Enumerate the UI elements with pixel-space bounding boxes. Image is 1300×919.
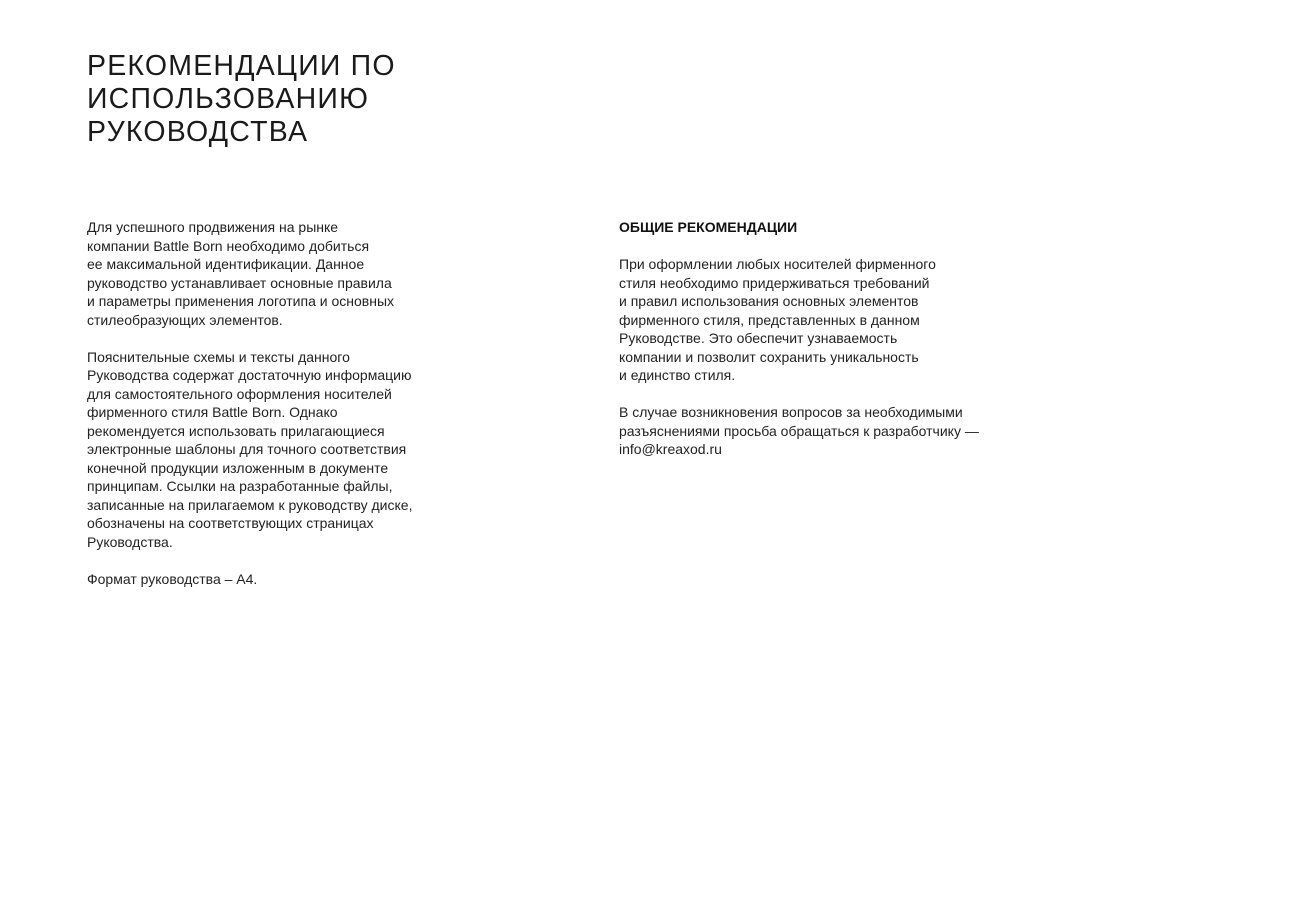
text-line: и единство стиля. [619, 367, 736, 383]
text-line: и правил использования основных элементов [619, 293, 919, 309]
section-heading: ОБЩИЕ РЕКОМЕНДАЦИИ [619, 219, 798, 235]
text-line: для самостоятельного оформления носителей [87, 385, 392, 402]
text-line: обозначены на соответствующих страницах [87, 515, 374, 531]
title-line-3: РУКОВОДСТВА [87, 116, 309, 148]
text-line: Руководства содержат достаточную информацию [87, 367, 412, 383]
text-line: Для успешного продвижения на рынке [87, 219, 339, 235]
title-line-2: ИСПОЛЬЗОВАНИЮ [87, 83, 370, 115]
text-line: и параметры применения логотипа и основных [87, 293, 395, 309]
text-line: ее максимальной идентификации. Данное [87, 256, 365, 272]
right-column [619, 218, 1039, 477]
text-line: При оформлении любых носителей фирменного [619, 256, 936, 272]
text-line: фирменного стиля, представленных в данном [619, 311, 920, 328]
text-line: записанные на прилагаемом к руководству диске, [87, 496, 413, 513]
text-line: разъяснениями просьба обращаться к разработчику — [619, 422, 979, 439]
left-column [87, 218, 467, 607]
contact-email: info@kreaxod.ru [619, 441, 722, 457]
text-line: стилеобразующих элементов. [87, 311, 283, 328]
intro-paragraph [87, 218, 467, 329]
text-line: компании и позволит сохранить уникальность [619, 348, 919, 365]
text-line: В случае возникновения вопросов за необходимыми [619, 404, 963, 420]
text-line: фирменного стиля Battle Born. Однако [87, 404, 338, 420]
text-line: рекомендуется использовать прилагающиеся [87, 422, 385, 439]
text-line: компании Battle Born необходимо добиться [87, 237, 370, 254]
schemes-paragraph [87, 348, 467, 552]
recommendations-paragraph [619, 255, 1039, 385]
format-paragraph [87, 570, 467, 589]
page-title [87, 50, 396, 149]
text-line: Формат руководства – А4. [87, 570, 258, 587]
text-line: конечной продукции изложенным в документе [87, 459, 389, 476]
text-line: руководство устанавливает основные правила [87, 274, 392, 291]
text-line: Руководства. [87, 533, 173, 550]
text-line: Пояснительные схемы и тексты данного [87, 348, 350, 365]
text-line: Руководстве. Это обеспечит узнаваемость [619, 330, 898, 346]
contact-paragraph [619, 403, 1039, 459]
text-line: электронные шаблоны для точного соответствия [87, 441, 407, 457]
text-line: стиля необходимо придерживаться требований [619, 274, 930, 291]
text-line: принципам. Ссылки на разработанные файлы, [87, 478, 393, 494]
title-line-1: РЕКОМЕНДАЦИИ ПО [87, 50, 396, 82]
